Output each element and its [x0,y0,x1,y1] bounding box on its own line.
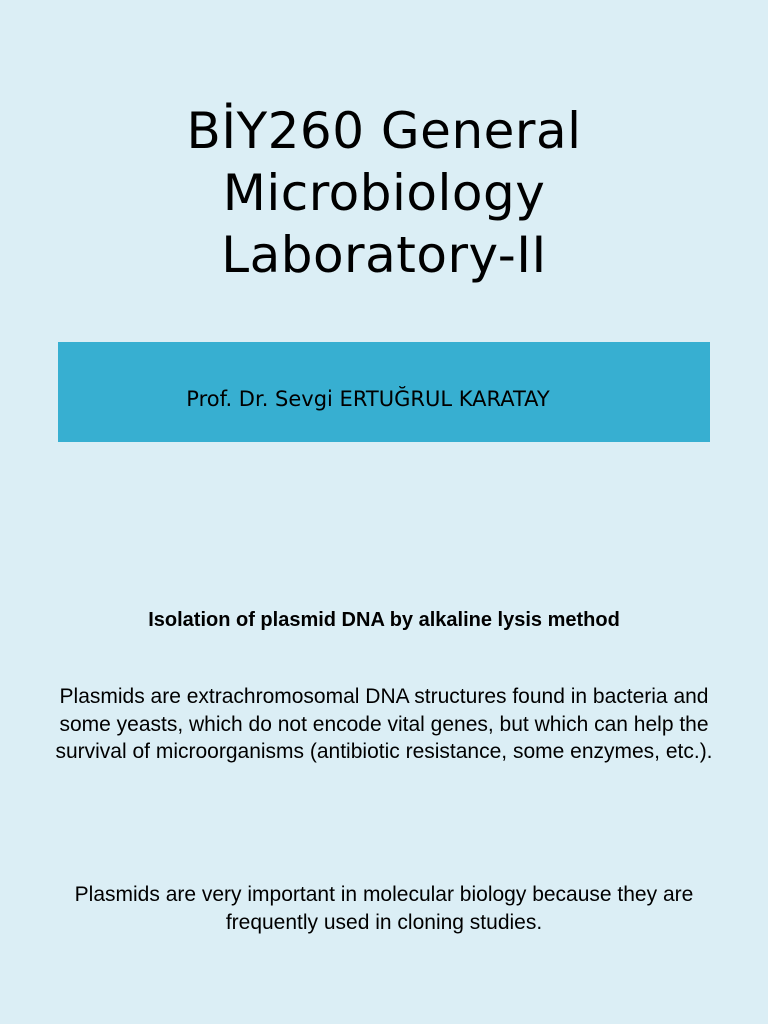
body-paragraph-1: Plasmids are extrachromosomal DNA structures found in bacteria and some yeasts, which do not encode vital genes, but which can help the survival of microorganisms (antibiotic resistance, some enzymes, etc.). [55,685,713,763]
body-paragraph-2: Plasmids are very important in molecular biology because they are frequently used in cloning studies. [74,883,694,934]
author-name: Prof. Dr. Sevgi ERTUĞRUL KARATAY [186,387,550,411]
slide-title [40,100,728,286]
section-heading: Isolation of plasmid DNA by alkaline lysis method [148,609,620,631]
title-line-1: BİY260 General [186,102,582,160]
title-line-3: Laboratory-II [221,226,547,284]
author-banner [58,342,710,442]
title-line-2: Microbiology [222,164,546,222]
